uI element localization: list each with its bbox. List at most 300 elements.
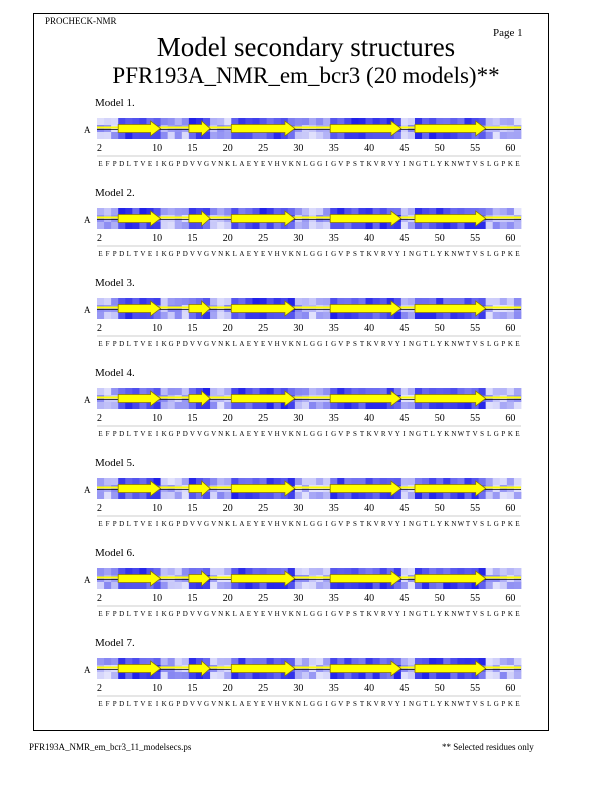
residue-shade	[457, 568, 464, 575]
residue-shade	[182, 658, 189, 665]
model-panel	[84, 367, 521, 438]
residue-shade	[217, 388, 224, 395]
residue-shade	[514, 402, 521, 409]
residue-shade	[415, 312, 422, 319]
sequence-residue: V	[196, 250, 203, 258]
sequence-residue: K	[366, 250, 372, 258]
residue-shade	[260, 672, 267, 679]
sequence-residue: G	[317, 340, 323, 348]
residue-shade	[111, 582, 118, 589]
sequence-residue: V	[472, 700, 478, 708]
sequence-residue: K	[161, 430, 167, 438]
residue-shade	[415, 492, 422, 499]
residue-shade	[224, 672, 231, 679]
sequence-residue: I	[325, 700, 328, 708]
sequence-residue: I	[155, 340, 159, 348]
residue-shade	[125, 672, 132, 679]
residue-shade	[210, 658, 217, 665]
sequence-residue: V	[281, 520, 287, 528]
sequence-residue: G	[331, 610, 337, 618]
residue-shade	[401, 402, 408, 409]
residue-shade	[175, 478, 182, 485]
residue-shade	[224, 658, 231, 665]
ruler-tick-label: 2	[97, 683, 102, 694]
residue-shade	[401, 568, 408, 575]
residue-shade	[132, 658, 139, 665]
residue-shade	[330, 298, 337, 305]
residue-shade	[118, 582, 125, 589]
sequence-residue: L	[303, 430, 308, 438]
sequence-residue: G	[493, 340, 499, 348]
residue-shade	[139, 208, 146, 215]
residue-shade	[450, 492, 457, 499]
residue-shade	[316, 298, 323, 305]
sequence-residue: R	[380, 700, 386, 708]
sequence-residue: D	[182, 430, 188, 438]
residue-shade	[380, 402, 387, 409]
sequence-residue: D	[182, 610, 188, 618]
residue-shade	[132, 388, 139, 395]
sequence-residue: G	[415, 610, 422, 618]
residue-shade	[224, 402, 231, 409]
sequence-residue: T	[465, 340, 471, 348]
ruler-tick-label: 45	[399, 683, 410, 694]
residue-shade	[316, 208, 323, 215]
ruler-tick-label: 55	[470, 683, 481, 694]
residue-shade	[245, 672, 252, 679]
chain-label: A	[84, 215, 91, 225]
residue-shade	[514, 388, 521, 395]
sequence-residue: S	[352, 430, 357, 438]
residue-shade	[408, 208, 415, 215]
residue-shade	[507, 208, 514, 215]
residue-shade	[415, 208, 422, 215]
residue-shade	[210, 118, 217, 125]
residue-shade	[309, 492, 316, 499]
sequence-residue: Y	[437, 700, 443, 708]
residue-shade	[366, 388, 373, 395]
residue-shade	[210, 312, 217, 319]
residue-shade	[457, 582, 464, 589]
residue-shade	[401, 208, 408, 215]
residue-shade	[507, 658, 514, 665]
residue-shade	[443, 312, 450, 319]
sequence-residue: V	[211, 700, 217, 708]
residue-shade	[125, 388, 132, 395]
sequence-residue: V	[338, 430, 344, 438]
sequence-residue: V	[338, 160, 344, 168]
residue-shade	[175, 492, 182, 499]
ruler-tick-label: 20	[222, 593, 233, 604]
sequence-residue: L	[126, 430, 131, 438]
residue-shade	[175, 208, 182, 215]
sequence-residue: L	[232, 430, 237, 438]
residue-shade	[189, 208, 196, 215]
residue-shade	[366, 222, 373, 229]
residue-shade	[302, 402, 309, 409]
sequence-residue: P	[345, 340, 350, 348]
program-name: PROCHECK-NMR	[45, 16, 117, 26]
sequence-residue: N	[451, 610, 457, 618]
sequence-residue: S	[480, 700, 485, 708]
sequence-residue: V	[267, 250, 273, 258]
residue-shade	[252, 568, 259, 575]
sequence-residue: Y	[253, 250, 259, 258]
residue-shade	[274, 672, 281, 679]
residue-shade	[267, 298, 274, 305]
model-label: Model 4.	[95, 367, 135, 379]
sequence-residue: G	[168, 160, 174, 168]
residue-shade	[252, 478, 259, 485]
residue-shade	[309, 118, 316, 125]
sequence-residue: V	[211, 160, 217, 168]
residue-shade	[231, 492, 238, 499]
chain-label: A	[84, 305, 91, 315]
residue-shade	[182, 132, 189, 139]
sequence-residue: G	[317, 610, 323, 618]
sequence-residue: F	[105, 340, 110, 348]
residue-shade	[337, 478, 344, 485]
residue-shade	[245, 402, 252, 409]
sequence-residue: T	[133, 610, 139, 618]
residue-shade	[309, 312, 316, 319]
sequence-residue: N	[218, 160, 224, 168]
residue-shade	[245, 222, 252, 229]
residue-shade	[500, 568, 507, 575]
residue-shade	[252, 222, 259, 229]
residue-shade	[344, 222, 351, 229]
sequence-residue: P	[501, 610, 506, 618]
sequence-residue: A	[239, 430, 245, 438]
residue-shade	[274, 118, 281, 125]
sequence-residue: K	[161, 340, 167, 348]
residue-shade	[380, 312, 387, 319]
ruler-tick-label: 60	[505, 323, 516, 334]
residue-shade	[125, 222, 132, 229]
residue-shade	[344, 658, 351, 665]
residue-shade	[493, 388, 500, 395]
residue-shade	[224, 118, 231, 125]
sequence-residue: A	[239, 340, 245, 348]
sequence-residue: S	[480, 340, 485, 348]
residue-shade	[429, 118, 436, 125]
residue-shade	[500, 132, 507, 139]
sequence-residue: V	[472, 340, 478, 348]
residue-shade	[97, 118, 104, 125]
residue-shade	[486, 118, 493, 125]
residue-shade	[337, 388, 344, 395]
residue-shade	[443, 582, 450, 589]
residue-shade	[168, 312, 175, 319]
residue-shade	[337, 582, 344, 589]
residue-shade	[493, 402, 500, 409]
residue-shade	[132, 298, 139, 305]
residue-shade	[217, 402, 224, 409]
sequence-residue: P	[345, 610, 350, 618]
residue-shade	[168, 492, 175, 499]
residue-shade	[118, 672, 125, 679]
residue-shade	[309, 208, 316, 215]
sequence-residue: D	[119, 340, 125, 348]
residue-shade	[309, 568, 316, 575]
residue-shade	[344, 582, 351, 589]
sequence-residue: L	[303, 340, 308, 348]
sequence-residue: I	[325, 610, 328, 618]
residue-shade	[464, 658, 471, 665]
residue-shade	[514, 658, 521, 665]
sequence-residue: E	[260, 340, 266, 348]
residue-shade	[358, 298, 365, 305]
residue-shade	[366, 208, 373, 215]
residue-shade	[274, 568, 281, 575]
residue-shade	[302, 118, 309, 125]
sequence-residue: G	[317, 700, 323, 708]
sequence-residue: A	[239, 610, 245, 618]
residue-shade	[161, 298, 168, 305]
sequence-residue: K	[507, 700, 513, 708]
residue-shade	[408, 312, 415, 319]
sequence-residue: L	[232, 160, 237, 168]
residue-shade	[436, 118, 443, 125]
residue-shade	[344, 568, 351, 575]
residue-shade	[514, 132, 521, 139]
sequence-residue: H	[274, 250, 280, 258]
residue-shade	[373, 672, 380, 679]
residue-shade	[302, 208, 309, 215]
residue-shade	[260, 118, 267, 125]
residue-shade	[238, 298, 245, 305]
residue-shade	[104, 568, 111, 575]
ruler-tick-label: 25	[258, 143, 269, 154]
residue-shade	[408, 298, 415, 305]
residue-shade	[274, 402, 281, 409]
residue-shade	[493, 298, 500, 305]
sequence-residue: D	[119, 430, 125, 438]
residue-shade	[175, 298, 182, 305]
sequence-residue: V	[140, 340, 146, 348]
residue-shade	[111, 298, 118, 305]
residue-shade	[507, 582, 514, 589]
sequence-residue: E	[260, 160, 266, 168]
ruler-tick-label: 25	[258, 683, 269, 694]
residue-shade	[493, 222, 500, 229]
residue-shade	[443, 118, 450, 125]
residue-shade	[260, 582, 267, 589]
residue-shade	[252, 298, 259, 305]
sequence-residue: L	[430, 520, 435, 528]
residue-shade	[486, 388, 493, 395]
residue-shade	[182, 222, 189, 229]
sequence-residue: H	[274, 160, 280, 168]
sequence-residue: K	[161, 160, 167, 168]
sequence-residue: G	[415, 250, 422, 258]
residue-shade	[217, 298, 224, 305]
sequence-residue: W	[457, 700, 465, 708]
residue-shade	[168, 478, 175, 485]
ruler-tick-label: 35	[328, 593, 339, 604]
residue-shade	[323, 208, 330, 215]
residue-shade	[274, 222, 281, 229]
residue-shade	[238, 658, 245, 665]
sequence-residue: W	[457, 160, 465, 168]
residue-shade	[302, 298, 309, 305]
ruler-tick-label: 30	[293, 413, 304, 424]
residue-shade	[351, 492, 358, 499]
residue-shade	[260, 388, 267, 395]
residue-shade	[373, 132, 380, 139]
sequence-residue: E	[147, 250, 153, 258]
ruler-tick-label: 15	[187, 593, 198, 604]
residue-shade	[507, 478, 514, 485]
sequence-residue: P	[345, 160, 350, 168]
residue-shade	[189, 492, 196, 499]
residue-shade	[486, 298, 493, 305]
residue-shade	[408, 132, 415, 139]
residue-shade	[344, 118, 351, 125]
residue-shade	[274, 492, 281, 499]
residue-shade	[182, 388, 189, 395]
residue-shade	[217, 492, 224, 499]
residue-shade	[295, 222, 302, 229]
sequence-residue: T	[423, 610, 428, 618]
residue-shade	[245, 388, 252, 395]
residue-shade	[295, 118, 302, 125]
residue-shade	[125, 582, 132, 589]
sequence-residue: P	[112, 430, 117, 438]
residue-shade	[161, 222, 168, 229]
residue-shade	[217, 478, 224, 485]
sequence-residue: T	[133, 340, 139, 348]
residue-shade	[316, 658, 323, 665]
ruler-tick-label: 25	[258, 413, 269, 424]
residue-shade	[337, 672, 344, 679]
residue-shade	[436, 478, 443, 485]
sequence-residue: G	[168, 250, 174, 258]
residue-shade	[111, 658, 118, 665]
residue-shade	[464, 672, 471, 679]
model-panel	[84, 277, 521, 348]
residue-shade	[189, 298, 196, 305]
residue-shade	[429, 298, 436, 305]
residue-shade	[182, 208, 189, 215]
sequence-residue: K	[225, 610, 231, 618]
residue-shade	[415, 582, 422, 589]
residue-shade	[111, 388, 118, 395]
ruler-tick-label: 40	[364, 503, 375, 514]
residue-shade	[429, 492, 436, 499]
residue-shade	[507, 222, 514, 229]
residue-shade	[330, 388, 337, 395]
ruler-tick-label: 2	[97, 233, 102, 244]
sequence-residue: T	[423, 250, 428, 258]
sequence-residue: V	[281, 160, 287, 168]
sequence-residue: F	[105, 430, 110, 438]
residue-shade	[401, 312, 408, 319]
residue-shade	[125, 298, 132, 305]
residue-shade	[97, 388, 104, 395]
residue-shade	[189, 402, 196, 409]
ruler-tick-label: 20	[222, 233, 233, 244]
sequence-residue: V	[387, 250, 393, 258]
residue-shade	[274, 312, 281, 319]
residue-shade	[295, 492, 302, 499]
residue-shade	[330, 478, 337, 485]
residue-shade	[245, 298, 252, 305]
sequence-residue: V	[387, 520, 393, 528]
residue-shade	[436, 658, 443, 665]
residue-shade	[316, 402, 323, 409]
sequence-residue: P	[112, 520, 117, 528]
residue-shade	[182, 582, 189, 589]
ruler-tick-label: 60	[505, 683, 516, 694]
residue-shade	[189, 118, 196, 125]
residue-shade	[175, 582, 182, 589]
residue-shade	[260, 402, 267, 409]
residue-shade	[189, 222, 196, 229]
residue-shade	[97, 492, 104, 499]
sequence-residue: G	[168, 430, 174, 438]
residue-shade	[415, 478, 422, 485]
sequence-residue: D	[119, 610, 125, 618]
residue-shade	[132, 568, 139, 575]
residue-shade	[486, 132, 493, 139]
sequence-residue: D	[119, 250, 125, 258]
sequence-residue: V	[189, 340, 195, 348]
residue-shade	[337, 222, 344, 229]
model-panel	[84, 637, 521, 708]
residue-shade	[302, 672, 309, 679]
sequence-residue: S	[352, 610, 357, 618]
residue-shade	[238, 132, 245, 139]
residue-shade	[330, 672, 337, 679]
residue-shade	[161, 492, 168, 499]
residue-shade	[231, 582, 238, 589]
sequence-residue: K	[507, 520, 513, 528]
residue-shade	[422, 312, 429, 319]
sequence-residue: G	[493, 610, 499, 618]
sequence-residue: K	[225, 520, 231, 528]
sequence-residue: N	[451, 250, 457, 258]
ruler-tick-label: 50	[434, 413, 445, 424]
residue-shade	[457, 222, 464, 229]
sequence-residue: P	[176, 520, 181, 528]
sequence-residue: L	[232, 700, 237, 708]
sequence-residue: V	[196, 340, 203, 348]
residue-shade	[309, 478, 316, 485]
residue-shade	[295, 402, 302, 409]
sequence-residue: I	[155, 610, 159, 618]
residue-shade	[125, 132, 132, 139]
ruler-tick-label: 60	[505, 593, 516, 604]
residue-shade	[118, 118, 125, 125]
model-panel	[84, 97, 521, 168]
residue-shade	[217, 672, 224, 679]
sequence-residue: S	[352, 160, 357, 168]
residue-shade	[118, 222, 125, 229]
sequence-residue: E	[515, 430, 520, 438]
residue-shade	[422, 568, 429, 575]
sequence-residue: G	[415, 340, 422, 348]
sequence-residue: L	[430, 160, 435, 168]
sequence-residue: G	[317, 160, 323, 168]
residue-shade	[175, 658, 182, 665]
sequence-residue: T	[465, 700, 471, 708]
residue-shade	[323, 298, 330, 305]
sequence-residue: R	[380, 160, 386, 168]
residue-shade	[422, 492, 429, 499]
sequence-residue: K	[366, 160, 372, 168]
residue-shade	[330, 208, 337, 215]
